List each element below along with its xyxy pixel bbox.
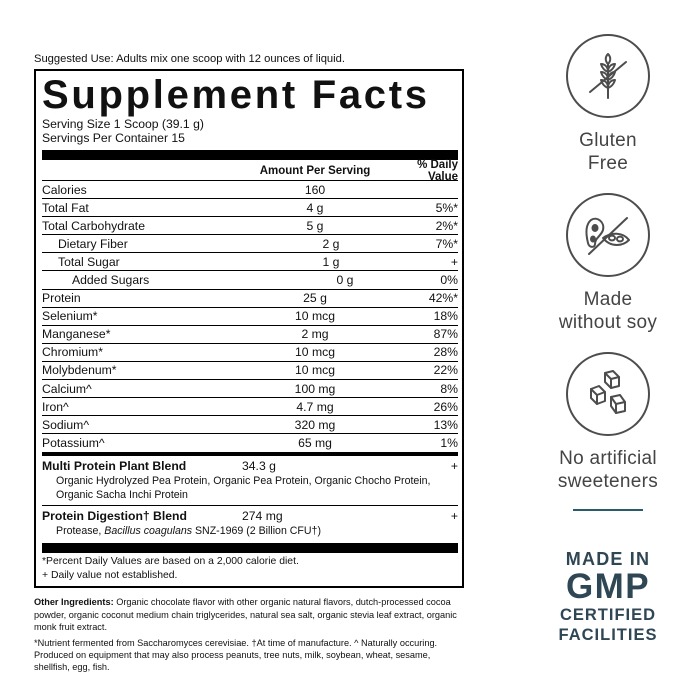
nutrient-amount: 320 mg [294,417,336,432]
nutrient-dv: 2%* [435,218,458,233]
nutrient-amount: 0 g [336,273,354,288]
badge-line: Free [587,153,629,174]
nutrient-dv: 26% [433,399,458,414]
badge-label [538,447,678,493]
nutrient-name: Calcium^ [42,381,92,396]
serving-size: Serving Size 1 Scoop (39.1 g) [42,117,204,131]
nutrient-row [42,325,458,343]
panel-title: Supplement Facts [42,73,430,117]
nutrient-name: Dietary Fiber [58,236,128,251]
nutrient-amount: 10 mcg [295,309,335,324]
blend-ingredient-a: Protease, [56,525,105,538]
nutrient-dv: 5%* [435,200,458,215]
gmp-line2: GMP [566,567,650,606]
nutrient-name: Sodium^ [42,417,90,432]
wheat-crossed-icon [582,50,634,102]
thick-divider-bottom [42,543,458,553]
nutrient-dv: 28% [433,345,458,360]
nutrient-row [42,379,458,397]
column-header-row [42,159,458,183]
nutrient-dv: 1% [440,435,458,450]
blend-ingredients: Organic Hydrolyzed Pea Protein, Organic Pea Protein, Organic Chocho Protein, Organic Sacha Inchi Protein [56,475,431,502]
blend-ingredient-b: Bacillus coagulans [104,525,193,538]
soybean-icon [581,208,635,262]
badge-line: Gluten [579,130,637,151]
protein-blend [42,456,458,506]
nutrient-row [42,234,458,252]
nutrient-name: Potassium^ [42,435,105,450]
supplement-facts-panel [34,69,464,588]
gmp-line3: CERTIFIED [559,606,657,624]
nutrient-row [42,270,458,288]
nutrient-dv: 22% [433,363,458,378]
nutrient-amount: 100 mg [294,381,336,396]
other-ingredients [34,596,466,673]
badge-line: sweeteners [557,471,659,492]
nutrient-dv: 87% [433,327,458,342]
gmp-line1: MADE IN [565,549,651,569]
separator-line [573,509,643,511]
nutrient-row [42,307,458,325]
badge-label [538,129,678,175]
nutrient-name: Chromium* [42,345,103,360]
nutrient-row [42,397,458,415]
other-ingredients-text: Organic chocolate flavor with other organic natural flavors, dutch-processed cocoa powder, organic coconut medium chain triglycerides, natural sea salt, organic stevia leaf extract, organic monk fruit extract. [34,597,457,632]
nutrient-amount: 25 g [303,291,327,306]
badge-line: Made [583,289,633,310]
blend-dv: + [450,509,458,524]
nutrient-dv: 7%* [435,236,458,251]
nutrient-name: Selenium* [42,309,98,324]
badge-label [538,288,678,334]
nutrient-dv: 42%* [428,291,458,306]
other-ingredients-label: Other Ingredients: [34,597,114,608]
blend-name: Multi Protein Plant Blend [42,459,187,474]
nutrient-row [42,433,458,451]
digestion-blend [42,506,458,541]
badge-circle [566,352,650,436]
nutrient-amount: 4 g [306,200,324,215]
nutrient-amount: 5 g [306,218,324,233]
nutrient-name: Molybdenum* [42,363,117,378]
nutrient-amount: 2 g [322,236,340,251]
nutrient-row [42,415,458,433]
blend-amount: 274 mg [242,509,283,524]
badge-circle [566,193,650,277]
supplement-facts-section [34,52,464,674]
nutrient-dv: 18% [433,309,458,324]
nutrient-name: Calories [42,182,87,197]
nutrient-name: Total Carbohydrate [42,218,145,233]
nutrient-amount: 10 mcg [295,345,335,360]
gluten-free-badge [538,34,678,175]
nutrient-dv: 0% [440,273,458,288]
blend-amount: 34.3 g [242,459,276,474]
servings-per-container: Servings Per Container 15 [42,130,185,145]
nutrient-amount: 1 g [322,254,340,269]
gmp-certified-mark [538,549,678,645]
nutrient-amount: 2 mg [301,327,329,342]
badge-line: without soy [558,312,658,333]
allergen-footnote: *Nutrient fermented from Saccharomyces cerevisiae. †At time of manufacture. ^ Naturally occuring. Produced on equipment that may also process peanuts, tree nuts, milk, soybean, wheat, sesame, shellfish, egg, fish. [34,638,438,673]
blend-ingredients [42,524,458,538]
nutrient-amount: 160 [304,182,326,197]
nutrient-row [42,343,458,361]
nutrient-name: Manganese* [42,327,111,342]
nutrient-name: Added Sugars [72,273,150,288]
plus-note: + Daily value not established. [42,569,178,581]
blend-dv: + [450,459,458,474]
amount-header: Amount Per Serving [259,165,371,177]
nutrient-row [42,216,458,234]
nutrient-name: Total Fat [42,200,89,215]
footnotes [42,553,458,582]
soy-free-badge [538,193,678,334]
nutrient-row [42,361,458,379]
nutrient-row [42,252,458,270]
nutrient-name: Protein [42,291,81,306]
nutrient-row [42,198,458,216]
gmp-line4: FACILITIES [558,626,658,644]
nutrient-dv: 8% [440,381,458,396]
dv-note: *Percent Daily Values are based on a 2,000 calorie diet. [42,556,299,568]
nutrient-dv: + [450,254,458,269]
nutrient-amount: 65 mg [298,435,332,450]
nutrient-row [42,181,458,198]
nutrient-row [42,289,458,307]
badges-column [538,34,678,645]
sugar-cubes-icon [581,367,635,421]
nutrient-amount: 10 mcg [295,363,335,378]
badge-line: No artificial [559,448,657,469]
nutrient-amount: 4.7 mg [296,399,334,414]
no-artificial-sweeteners-badge [538,352,678,493]
badge-circle [566,34,650,118]
nutrient-name: Iron^ [42,399,69,414]
nutrient-dv: 13% [433,417,458,432]
nutrient-name: Total Sugar [58,254,120,269]
blend-ingredient-c: SNZ-1969 (2 Billion CFU†) [192,525,321,538]
suggested-use: Suggested Use: Adults mix one scoop with 12 ounces of liquid. [34,53,345,65]
blend-name: Protein Digestion† Blend [42,509,187,524]
dv-header: % Daily Value [417,159,458,183]
